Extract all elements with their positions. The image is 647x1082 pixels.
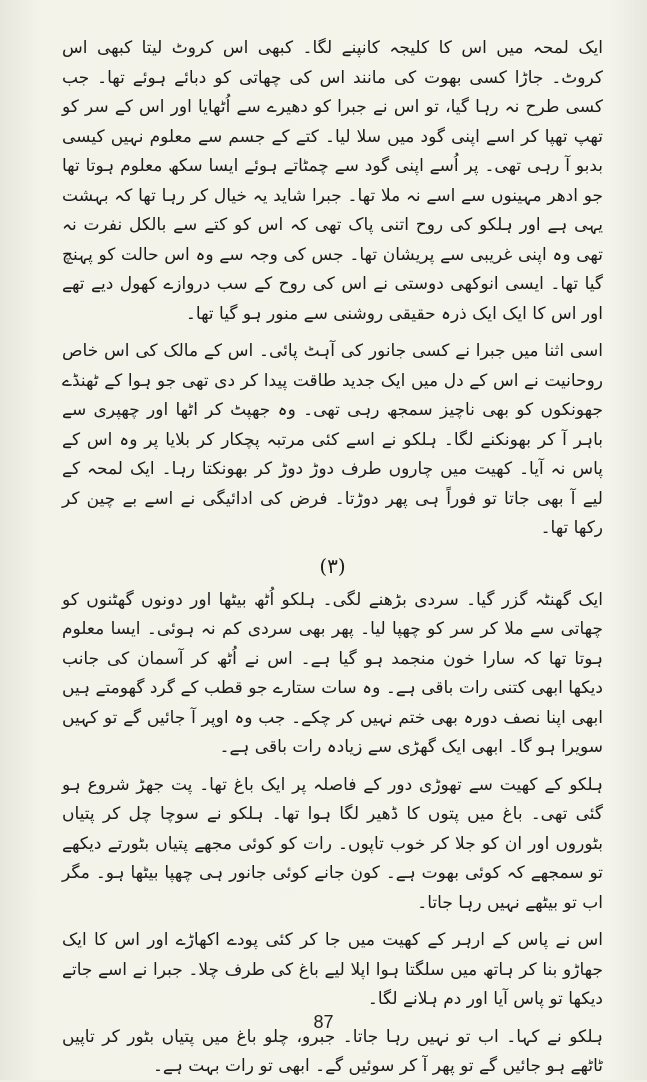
paragraph: اس نے پاس کے ارہر کے کھیت میں جا کر کئی پودے اکھاڑے اور اس کا ایک جھاڑو بنا کر ہاتھ میں سلگتا ہوا اپلا لیے باغ کی طرف چلا۔ جبرا نے اسے جاتے دیکھا تو پاس آیا اور دم ہلانے لگا۔ <box>62 930 603 1009</box>
section-heading: (۳) <box>319 553 346 578</box>
paragraph: ایک گھنٹہ گزر گیا۔ سردی بڑھنے لگی۔ ہلکو اُٹھ بیٹھا اور دونوں گھٹنوں کو چھاتی سے ملا کر سر کو چھپا لیا۔ پھر بھی سردی کم نہ ہوئی۔ ایسا معلوم ہوتا تھا کہ سارا خون منجمد ہو گیا ہے۔ اس نے اُٹھ کر آسمان کی جانب دیکھا ابھی کتنی رات باقی ہے۔ وہ سات ستارے جو قطب کے گرد گھومتے ہیں ابھی اپنا نصف دورہ بھی ختم نہیں کر چکے۔ جب وہ اوپر آ جائیں گے تو کہیں سویرا ہو گا۔ ابھی ایک گھڑی سے زیادہ رات باقی ہے۔ <box>62 589 603 757</box>
body-text <box>62 34 603 1082</box>
paragraph: اسی اثنا میں جبرا نے کسی جانور کی آہٹ پائی۔ اس کے مالک کی اس خاص روحانیت نے اس کے دل میں ایک جدید طاقت پیدا کر دی تھی جو ہوا کے ٹھنڈے جھونکوں کو بھی ناچیز سمجھ رہی تھی۔ وہ جھپٹ کر اٹھا اور چھپری سے باہر آ کر بھونکنے لگا۔ ہلکو نے اسے کئی مرتبہ پچکار کر بلایا پر وہ اس کے پاس نہ آیا۔ کھیت میں چاروں طرف دوڑ دوڑ کر بھونکتا رہا۔ ایک لمحہ کے لیے آ بھی جاتا تو فوراً ہی پھر دوڑتا۔ فرض کی ادائیگی نے اسے بے چین کر رکھا تھا۔ <box>62 341 603 538</box>
page-number: 87 <box>313 1012 334 1032</box>
paragraph: ایک لمحہ میں اس کا کلیجہ کانپنے لگا۔ کبھی اس کروٹ لیتا کبھی اس کروٹ۔ جاڑا کسی بھوت کی مانند اس کی چھاتی کو دبائے ہوئے تھا۔ جب کسی طرح نہ رہا گیا، تو اس نے جبرا کو دھیرے سے اُٹھایا اور اس کے سر کو تھپ تھپا کر اسے اپنی گود میں سلا لیا۔ کتے کے جسم سے معلوم نہیں کیسی بدبو آ رہی تھی۔ پر اُسے اپنی گود سے چمٹاتے ہوئے ایسا سکھ معلوم ہوتا تھا جو ادھر مہینوں سے اسے نہ ملا تھا۔ جبرا شاید یہ خیال کر رہا تھا کہ بہشت یہی ہے اور ہلکو کی روح اتنی پاک تھی کہ اس کو کتے سے بالکل نفرت نہ تھی وہ اپنی غریبی سے پریشان تھا۔ جس کی وجہ سے وہ اس حالت کو پہنچ گیا تھا۔ ایسی انوکھی دوستی نے اس کی روح کے سب دروازے کھول دیے تھے اور اس کا ایک ایک ذرہ حقیقی روشنی سے منور ہو گیا تھا۔ <box>62 38 603 324</box>
paragraph: ہلکو کے کھیت سے تھوڑی دور کے فاصلہ پر ایک باغ تھا۔ پت جھڑ شروع ہو گئی تھی۔ باغ میں پتوں کا ڈھیر لگا ہوا تھا۔ ہلکو نے سوچا چل کر پتیاں بٹوروں اور ان کو جلا کر خوب تاپوں۔ رات کو کوئی مجھے پتیاں بٹورتے دیکھے تو سمجھے کہ کوئی بھوت ہے۔ کون جانے کوئی جانور ہی چھپا بیٹھا ہو۔ مگر اب تو بیٹھے نہیں رہا جاتا۔ <box>62 774 603 913</box>
paragraph: ہلکو نے کہا۔ اب تو نہیں رہا جاتا۔ جبرو، چلو باغ میں پتیاں بٹور کر تاپیں ٹاٹھے ہو جائیں گے تو پھر آ کر سوئیں گے۔ ابھی تو رات بہت ہے۔ <box>62 1026 603 1076</box>
